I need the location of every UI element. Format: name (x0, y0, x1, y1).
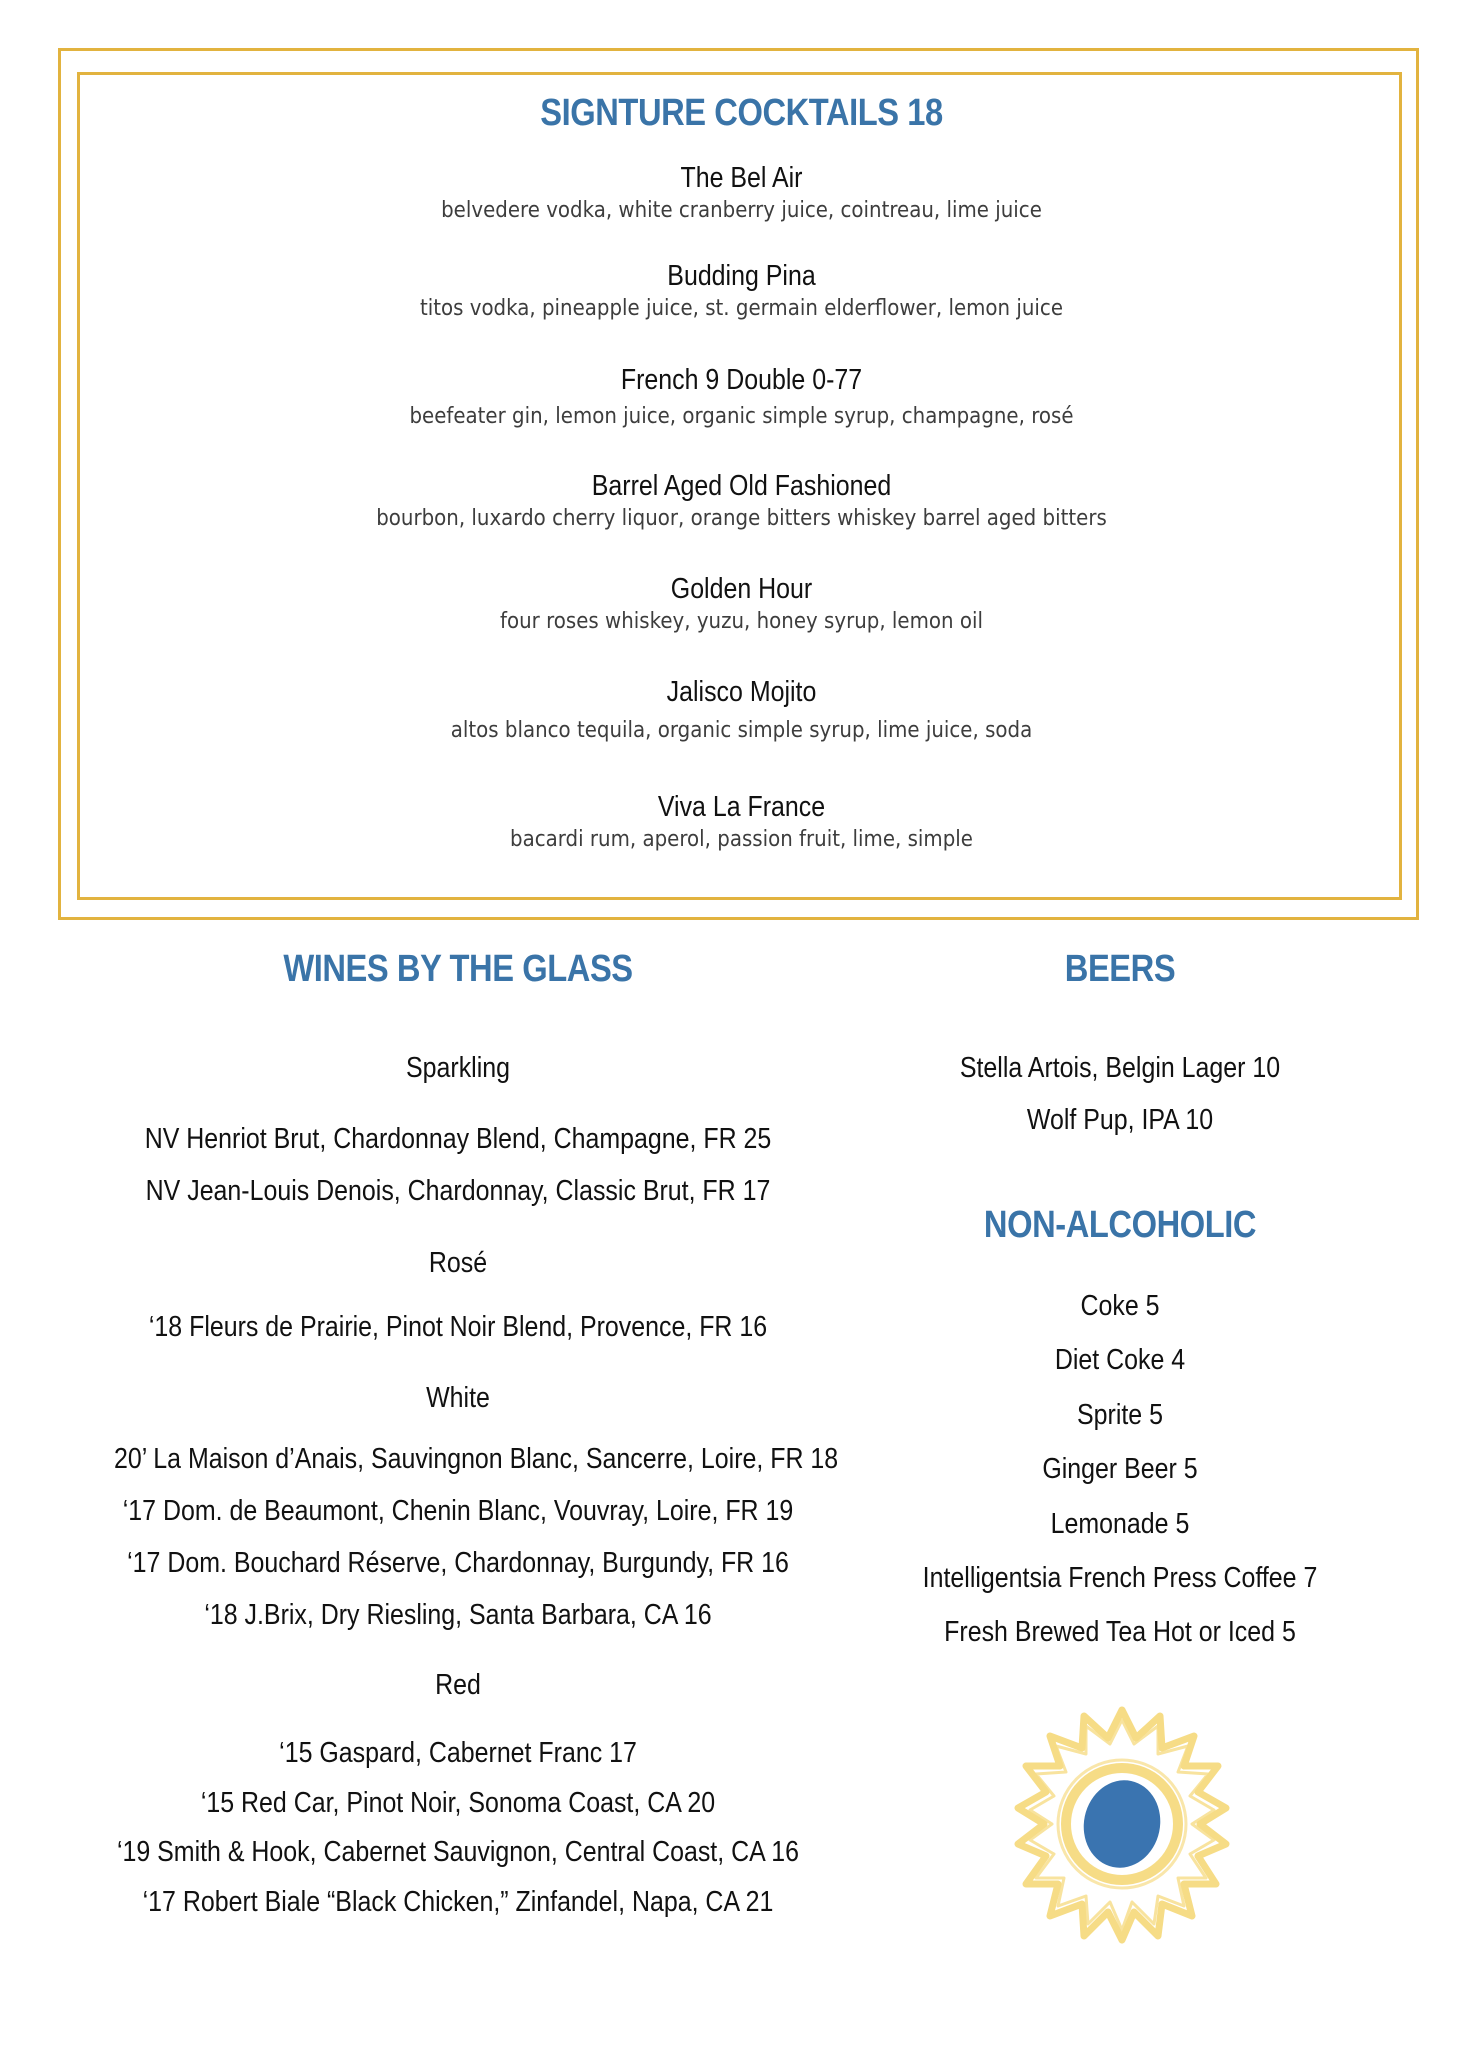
non-alcoholic-item: Lemonade 5 (1050, 1508, 1190, 1540)
cocktail-name: French 9 Double 0-77 (620, 364, 863, 396)
cocktails-heading: SIGNTURE COCKTAILS 18 (540, 92, 943, 134)
sun-icon (1012, 1704, 1232, 1944)
cocktail-item (0, 571, 1483, 637)
cocktail-name: Jalisco Mojito (666, 676, 817, 708)
cocktail-name: Golden Hour (670, 573, 813, 605)
non-alcoholic-item: Coke 5 (1080, 1290, 1160, 1322)
cocktail-description: altos blanco tequila, organic simple syrup, lime juice, soda (450, 718, 1033, 743)
beer-item: Stella Artois, Belgin Lager 10 (959, 1052, 1281, 1084)
wine-item: NV Henriot Brut, Chardonnay Blend, Champagne, FR 25 (144, 1123, 772, 1155)
wine-item: ‘18 J.Brix, Dry Riesling, Santa Barbara, CA 16 (204, 1599, 712, 1631)
wines-heading: WINES BY THE GLASS (283, 948, 633, 990)
cocktail-item (0, 160, 1483, 226)
beers-heading: BEERS (1064, 948, 1176, 990)
wine-item: ‘17 Robert Biale “Black Chicken,” Zinfandel, Napa, CA 21 (142, 1886, 774, 1918)
wine-category-white: White (426, 1382, 490, 1414)
wine-item: ‘18 Fleurs de Prairie, Pinot Noir Blend, Provence, FR 16 (148, 1311, 768, 1343)
cocktail-description: belvedere vodka, white cranberry juice, cointreau, lime juice (441, 198, 1042, 223)
cocktail-item (0, 258, 1483, 324)
wine-item: 20’ La Maison d’Anais, Sauvingnon Blanc, Sancerre, Loire, FR 18 (114, 1443, 839, 1475)
cocktail-description: bourbon, luxardo cherry liquor, orange bitters whiskey barrel aged bitters (376, 506, 1107, 531)
cocktail-description: bacardi rum, aperol, passion fruit, lime, simple (510, 827, 973, 852)
non-alcoholic-item: Ginger Beer 5 (1042, 1453, 1198, 1485)
non-alcoholic-item: Sprite 5 (1077, 1399, 1163, 1431)
cocktail-description: beefeater gin, lemon juice, organic simple syrup, champagne, rosé (409, 404, 1074, 429)
cocktail-item (0, 674, 1483, 746)
cocktail-item (0, 468, 1483, 534)
wine-item: ‘19 Smith & Hook, Cabernet Sauvignon, Central Coast, CA 16 (116, 1836, 800, 1868)
cocktail-name: Viva La France (657, 791, 826, 823)
cocktail-description: four roses whiskey, yuzu, honey syrup, lemon oil (500, 609, 983, 634)
cocktail-name: Budding Pina (667, 260, 816, 292)
wine-item: ‘15 Red Car, Pinot Noir, Sonoma Coast, CA 20 (200, 1787, 716, 1819)
beer-item: Wolf Pup, IPA 10 (1026, 1104, 1214, 1136)
wine-category-rose: Rosé (428, 1247, 488, 1279)
non-alcoholic-item: Diet Coke 4 (1054, 1344, 1186, 1376)
wine-category-sparkling: Sparkling (406, 1052, 510, 1084)
wine-item: ‘15 Gaspard, Cabernet Franc 17 (279, 1737, 637, 1769)
wine-item: ‘17 Dom. de Beaumont, Chenin Blanc, Vouvray, Loire, FR 19 (122, 1495, 794, 1527)
non-alcoholic-item: Fresh Brewed Tea Hot or Iced 5 (944, 1616, 1296, 1648)
non-alcoholic-item: Intelligentsia French Press Coffee 7 (922, 1562, 1318, 1594)
cocktail-name: Barrel Aged Old Fashioned (591, 470, 892, 502)
cocktail-item (0, 789, 1483, 855)
wine-item: NV Jean-Louis Denois, Chardonnay, Classic Brut, FR 17 (145, 1175, 771, 1207)
wine-item: ‘17 Dom. Bouchard Réserve, Chardonnay, Burgundy, FR 16 (127, 1547, 789, 1579)
cocktail-item (0, 362, 1483, 432)
cocktail-name: The Bel Air (680, 162, 803, 194)
wine-category-red: Red (435, 1669, 481, 1701)
non-alcoholic-heading: NON-ALCOHOLIC (983, 1204, 1257, 1246)
cocktail-description: titos vodka, pineapple juice, st. germain elderflower, lemon juice (419, 296, 1064, 321)
